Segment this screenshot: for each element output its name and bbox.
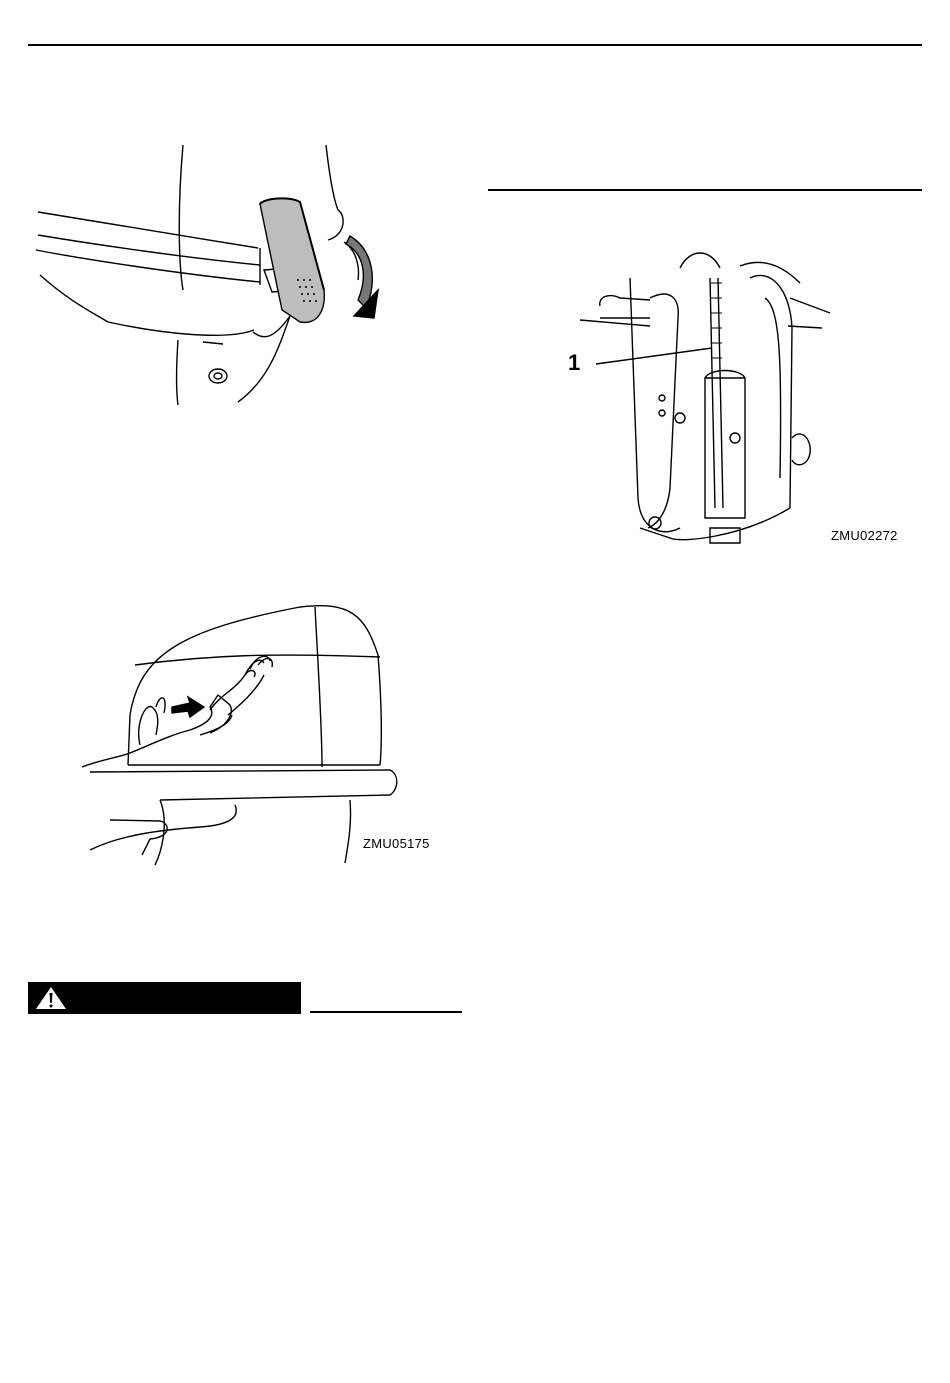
warning-banner	[28, 982, 301, 1014]
figure-code: ZMU05175	[363, 836, 430, 851]
warning-rule	[310, 1011, 462, 1013]
tilt-cylinder-illustration	[560, 238, 930, 558]
callout-number: 1	[568, 350, 581, 375]
section-rule	[488, 189, 922, 191]
header-rule	[28, 44, 922, 46]
rotate-down-arrow-icon	[344, 236, 378, 318]
figure-code: ZMU02272	[831, 528, 898, 543]
cowl-latch-illustration	[28, 140, 448, 430]
warning-triangle-icon	[34, 985, 68, 1011]
